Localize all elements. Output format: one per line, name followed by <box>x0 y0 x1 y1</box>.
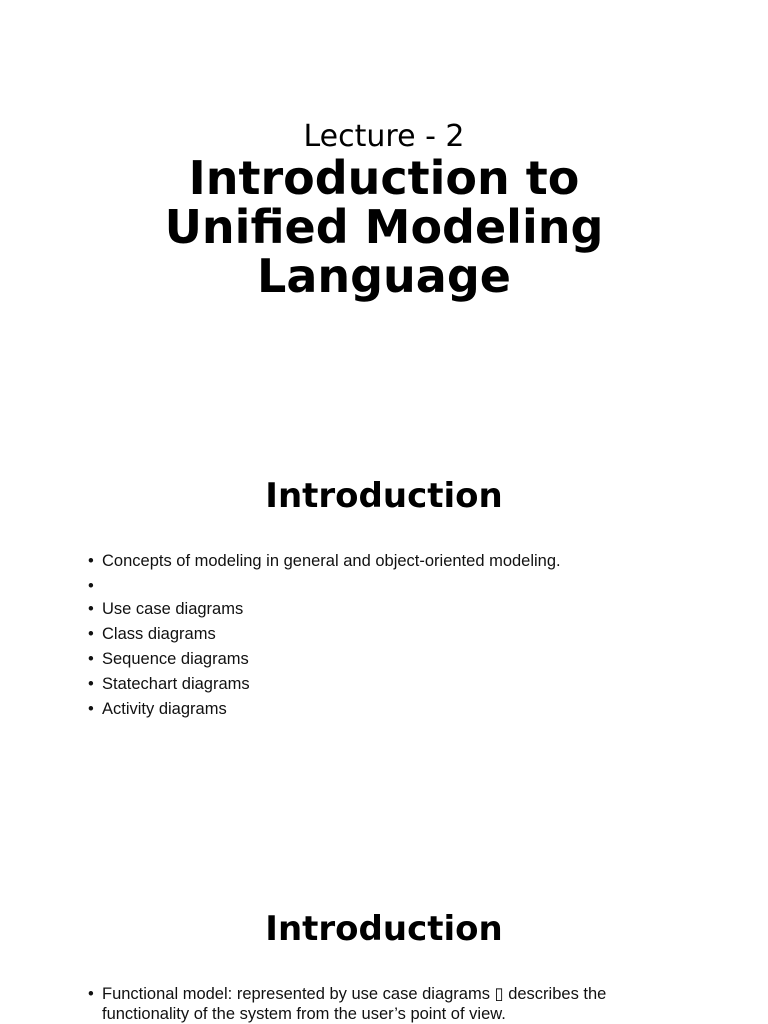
slide-heading: Introduction <box>265 909 503 949</box>
list-item: • Sequence diagrams <box>88 647 688 672</box>
list-item: • Use case diagrams <box>88 597 688 622</box>
lecture-title-line-3: Language <box>257 249 511 303</box>
lecture-title-line-2: Unified Modeling <box>164 200 604 254</box>
list-item: • Concepts of modeling in general and object-oriented modeling. <box>88 549 688 574</box>
list-item: • Statechart diagrams <box>88 672 688 697</box>
lecture-title-line-1: Introduction to <box>188 151 580 205</box>
slide-heading: Introduction <box>265 476 503 516</box>
lecture-number: Lecture - 2 <box>303 119 465 154</box>
list-item: • Class diagrams <box>88 622 688 647</box>
functional-model-list <box>88 984 648 1024</box>
list-item: • Functional model: represented by use case diagrams ▯ describes the functionality of the system from the user’s point of view. <box>88 984 648 1024</box>
list-item: • Activity diagrams <box>88 697 688 722</box>
